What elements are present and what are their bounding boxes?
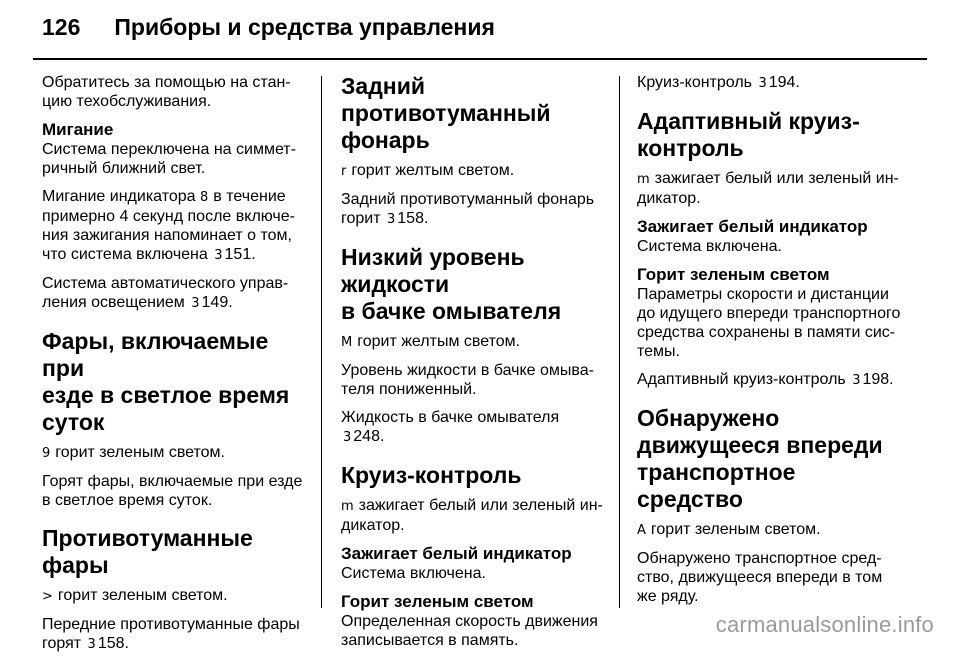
text-washer-yellow: горит желтым светом. <box>357 333 521 350</box>
text-front-fog: Передние противотуманные фары горят <box>42 616 300 652</box>
text-auto-light: Система автоматического управ- ления освещением <box>42 275 289 311</box>
section-heading-cruise-control: Круиз-контроль <box>341 462 522 488</box>
page-ref-158[interactable]: 158. <box>97 635 129 652</box>
section-heading-rear-fog: Задний противотуманный фонарь <box>341 73 551 153</box>
section-heading-adaptive-cruise: Адаптивный круиз- контроль <box>637 108 860 161</box>
paragraph-washer-2: Уровень жидкости в бачке омыва- теля пониженный. <box>341 362 594 398</box>
section-heading-vehicle-ahead: Обнаружено движущееся впереди транспортное средство <box>637 405 883 512</box>
section-heading-washer-fluid: Низкий уровень жидкости в бачке омывателя <box>341 244 562 324</box>
section-heading-drl: Фары, включаемые при езде в светлое время суток <box>42 328 290 435</box>
text-vehicle-green: горит зеленым светом. <box>650 521 821 538</box>
page-ref-arrow-icon: 3 <box>387 212 396 227</box>
paragraph-blinking-3 <box>42 274 304 313</box>
paragraph-fog-2 <box>42 615 304 654</box>
page-title: Приборы и средства управления <box>114 14 495 40</box>
headlight-indicator-icon: 8 <box>200 190 209 205</box>
section-heading-fog-lights: Противотуманные фары <box>42 525 253 578</box>
page-ref-arrow-icon: 3 <box>191 296 200 311</box>
text-adaptive-cruise: Адаптивный круиз-контроль <box>637 371 846 388</box>
paragraph-service <box>42 73 304 111</box>
paragraph-washer-1 <box>341 332 603 352</box>
adaptive-cruise-icon: m <box>637 172 650 187</box>
page-ref-198[interactable]: 198. <box>862 371 894 388</box>
daytime-running-light-icon: 9 <box>42 446 51 461</box>
text-washer-fluid: Жидкость в бачке омывателя <box>341 409 560 426</box>
page-ref-arrow-icon: 3 <box>758 76 767 91</box>
watermark: carmanualsonline.info <box>715 612 934 637</box>
vehicle-ahead-icon: A <box>637 523 646 538</box>
text-acc-indicator: зажигает белый или зеленый ин- дикатор. <box>637 170 899 207</box>
text-cruise-indicator: зажигает белый или зеленый ин- дикатор. <box>341 497 603 534</box>
page-ref-194[interactable]: 194. <box>768 74 800 91</box>
header-rule <box>33 58 927 60</box>
text-rear-fog-yellow: горит желтым светом. <box>351 162 515 179</box>
page-ref-arrow-icon: 3 <box>214 248 223 263</box>
section-heading-blinking: Мигание <box>42 120 114 139</box>
paragraph-drl-2: Горят фары, включаемые при езде в светлое время суток. <box>42 473 303 509</box>
paragraph-blinking-1: Система переключена на симмет- ричный ближний свет. <box>42 141 296 177</box>
subheading-green-indicator: Горит зеленым светом <box>341 592 534 611</box>
washer-fluid-icon: M <box>341 335 353 350</box>
page-header <box>42 14 495 41</box>
front-fog-light-icon: > <box>42 589 53 604</box>
paragraph-acc-white: Система включена. <box>637 238 782 255</box>
text-fog-green: горит зеленым светом. <box>57 587 228 604</box>
paragraph-acc-ref <box>637 370 905 390</box>
text-blinking-indicator: Мигание индикатора <box>42 188 196 205</box>
text-drl-green: горит зеленым светом. <box>55 444 225 461</box>
paragraph-drl-1 <box>42 443 304 463</box>
paragraph-blinking-2 <box>42 187 304 265</box>
paragraph-cruise-white: Система включена. <box>341 565 486 582</box>
paragraph-vehicle-1 <box>637 520 905 540</box>
paragraph-cruise-1 <box>341 496 603 535</box>
page-ref-151[interactable]: 151. <box>224 246 256 263</box>
paragraph-cruise-ref <box>637 73 905 93</box>
column-1 <box>42 73 304 663</box>
page-ref-arrow-icon: 3 <box>87 637 96 652</box>
text-rear-fog-on: Задний противотуманный фонарь горит <box>341 191 595 227</box>
paragraph-rear-fog-1 <box>341 161 603 181</box>
page-ref-248[interactable]: 248. <box>353 428 385 445</box>
page-ref-158[interactable]: 158. <box>397 210 429 227</box>
paragraph-vehicle-2: Обнаружено транспортное сред- ство, движущееся впереди в том же ряду. <box>637 550 883 605</box>
paragraph-acc-1 <box>637 169 905 208</box>
column-divider-1 <box>321 76 322 608</box>
rear-fog-light-icon: r <box>341 164 347 179</box>
text-service: Обратитесь за помощью на стан- цию техобслуживания. <box>42 74 291 110</box>
subheading-white-indicator: Зажигает белый индикатор <box>341 544 572 563</box>
paragraph-cruise-green: Определенная скорость движения записывается в память. <box>341 613 598 649</box>
subheading-white-indicator: Зажигает белый индикатор <box>637 217 868 236</box>
page-ref-arrow-icon: 3 <box>343 430 352 445</box>
paragraph-washer-3 <box>341 408 603 447</box>
paragraph-rear-fog-2 <box>341 190 603 229</box>
column-3 <box>637 73 905 615</box>
column-divider-2 <box>619 76 620 608</box>
page-ref-arrow-icon: 3 <box>852 373 861 388</box>
column-2 <box>341 73 603 659</box>
cruise-control-icon: m <box>341 499 354 514</box>
subheading-green-indicator: Горит зеленым светом <box>637 265 830 284</box>
page-number: 126 <box>42 14 81 40</box>
text-blinking-duration: в течение примерно 4 секунд после включе- ния зажигания напоминает о том, что система включена <box>42 188 295 263</box>
paragraph-fog-1 <box>42 586 304 606</box>
paragraph-acc-green: Параметры скорости и дистанции до идущего впереди транспортного средства сохранены в памяти сис- темы. <box>637 286 901 360</box>
text-cruise-control: Круиз-контроль <box>637 74 752 91</box>
page-ref-149[interactable]: 149. <box>201 294 233 311</box>
